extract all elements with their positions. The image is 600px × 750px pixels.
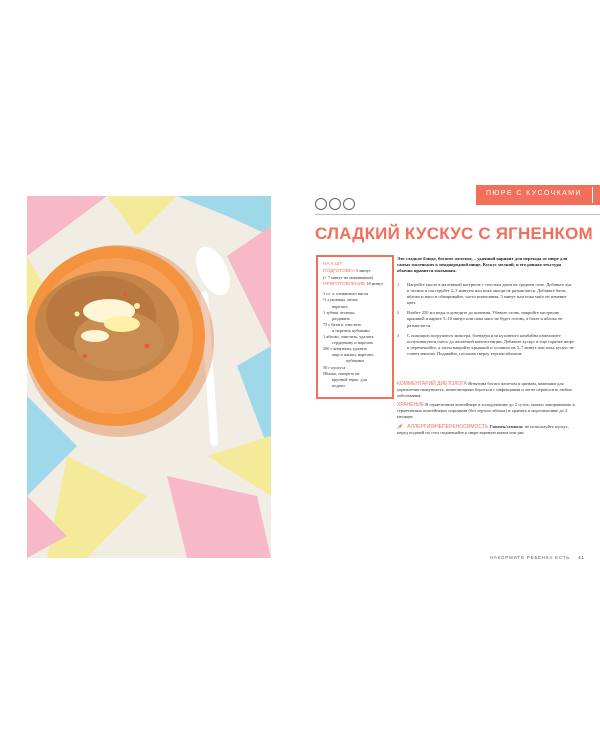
wheat-icon <box>397 424 404 429</box>
allergy-note <box>397 424 575 436</box>
prep-note: (+ 7 минут на замачивание) <box>323 275 374 281</box>
nutrition-text: Ягнятина богата железом и цинком, важными для укрепления иммунитета, помогающими бороться с инфекциями и легче переносить любые заболевания. <box>397 381 573 399</box>
ingredient-item: 1 яблоко, очистить, удалить <box>323 334 374 340</box>
section-tab-divider <box>592 187 593 203</box>
ingredient-item: раздавить <box>332 315 350 321</box>
ingredient-item: и нарезать кубиками <box>332 327 370 333</box>
recipe-step <box>397 282 575 306</box>
step-number: 3 <box>397 332 400 338</box>
ingredient-item: сердцевину и нарезать <box>332 340 374 346</box>
page-footer <box>490 555 585 560</box>
book-title: НАКОРМИТЕ РЕБЕНКА ЕСТЬ <box>490 555 571 560</box>
recipe-step <box>397 333 575 357</box>
ingredients-box <box>316 255 394 399</box>
storage-head: ХРАНЕНИЕ <box>397 402 425 409</box>
prep-time: 5 минут <box>356 268 371 274</box>
step-text: Влейте 250 мл воды и доведите до кипения. Убавьте огонь, накройте кастрюлю крышкой и варите 5–10 минут или пока мясо не будет готово, а батат и яблоко не размягчатся. <box>407 310 563 328</box>
section-label: ПЮРЕ С КУСОЧКАМИ <box>486 190 582 197</box>
allergy-head: АЛЛЕРГИЯ/НЕПЕРЕНОСИМОСТЬ <box>407 423 489 430</box>
age-badge <box>329 198 341 210</box>
prep-label: ПОДГОТОВКА <box>323 269 356 275</box>
recipe-photo <box>27 196 271 558</box>
cook-label: ПРИГОТОВЛЕНИЕ <box>323 282 366 288</box>
recipe-notes <box>397 381 575 439</box>
ingredient-item: кубиками <box>346 358 364 364</box>
age-badge <box>343 198 355 210</box>
section-tab <box>476 185 600 205</box>
ingredient-item: 75 г батата, очистить <box>323 321 362 327</box>
prep-line <box>323 268 387 275</box>
dish-illustration <box>27 196 271 558</box>
storage-text: В герметичном контейнере в холодильнике до 2 суток; можно замораживать в герметичных контейнерах порциями (без тертого яблока) и хранить в морозильнике до 2 месяцев. <box>397 402 575 420</box>
ingredient-item: 1 ст. л. оливкового масла <box>323 291 369 297</box>
allergy-emphasis: Глютен/глюкоза: <box>489 423 524 429</box>
allergy-text: не используйте кускус, перед подачей на стол подмешайте к пюре вареную киноа или рис. <box>397 423 569 435</box>
nutrition-note <box>397 381 575 399</box>
step-number: 1 <box>397 282 400 287</box>
ingredient-item: нарезать <box>332 303 348 309</box>
age-badges <box>315 198 355 210</box>
storage-note <box>397 402 575 420</box>
page-number: 41 <box>578 555 585 560</box>
step-text: Нагрейте масло в маленькой кастрюле с толстым дном на среднем огне. Добавьте лук и чеснок и пассеруйте 2–3 минуты или пока овощи не размягчатся. Добавьте батат, яблоко и мясо и обжаривайте, часто помешивая, 5 минут или пока мясо не изменит цвет. <box>407 282 572 306</box>
recipe-step <box>397 310 575 328</box>
step-number: 2 <box>397 310 400 316</box>
nutrition-head: КОММЕНТАРИЙ ДИЕТОЛОГА <box>397 381 468 387</box>
ingredient-item: крупной терке, для <box>332 376 367 382</box>
recipe-steps <box>397 282 575 361</box>
yield-label: НА 6 ШТ <box>323 262 343 267</box>
ingredient-item: Яблоко, натереть на <box>323 370 360 376</box>
cook-line <box>323 281 387 288</box>
ingredient-item: подачи <box>332 382 345 388</box>
step-text: С помощью погружного миксера, блендера или кухонного комбайна измельчите получившуюся смесь до желаемой консистенции. Добавьте кускус в еще горячее пюре и перемешайте, а затем накройте крышкой и оставьте на 5–7 минут или пока кускус не станет мягким. Подавайте, посыпав сверху тертым яблоком. <box>407 332 574 356</box>
recipe-title: СЛАДКИЙ КУСКУС С ЯГНЕНКОМ <box>315 224 593 243</box>
age-badge <box>315 198 327 210</box>
ingredient-item: жир и жилки, нарезать <box>332 352 374 358</box>
ingredient-item: 200 г ягнятины, удалить <box>323 346 368 352</box>
ingredient-item: ½ луковицы, мелко <box>323 297 359 303</box>
header-divider <box>315 214 600 215</box>
ingredient-item: 50 г кускуса <box>323 364 346 370</box>
ingredient-item: 1 зубчик чеснока, <box>323 309 356 315</box>
cook-time: 18 минут <box>366 281 384 287</box>
recipe-intro: Это сладкое блюдо, богатое железом, – удачный вариант для перехода от пюре для самых маленьких к неоднородной пище. Кускус мелкий, и его ровная текстура обычно нравится малышам. <box>397 256 568 273</box>
